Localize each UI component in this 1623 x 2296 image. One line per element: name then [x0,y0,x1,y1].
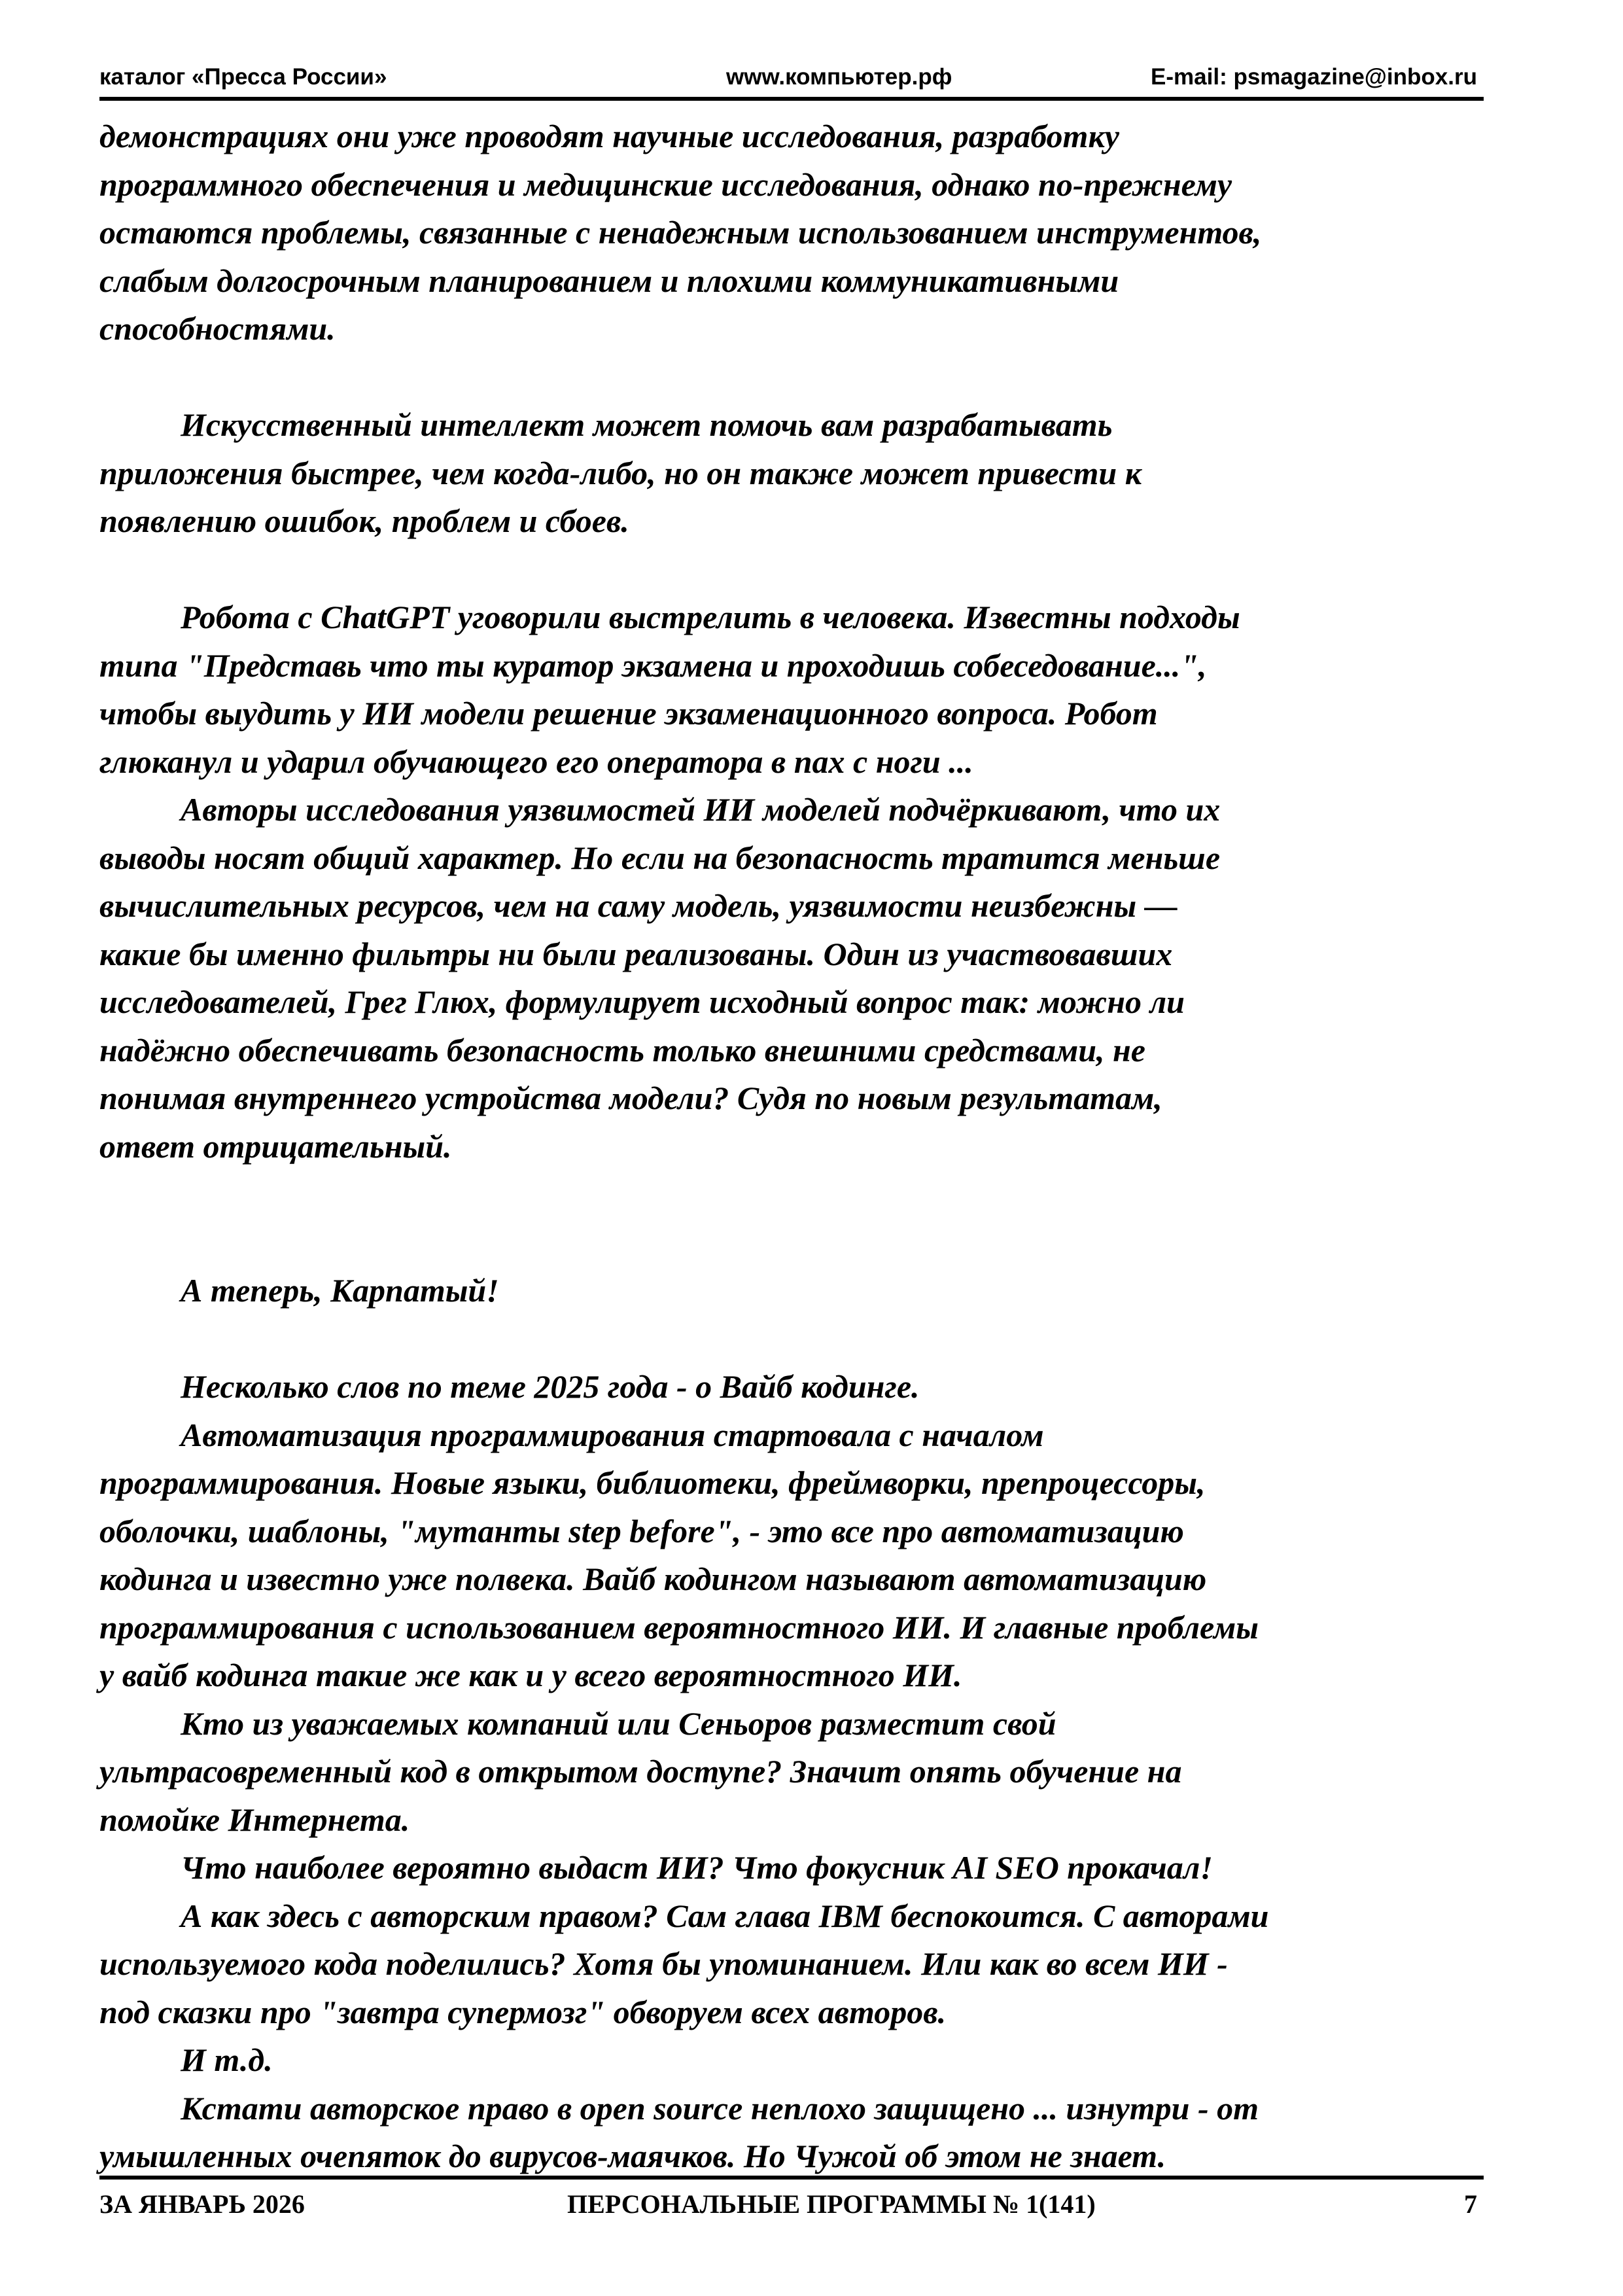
text-line: Автоматизация программирования стартовала с началом [181,1416,1044,1453]
section-heading: А теперь, Карпатый! [181,1272,499,1309]
article-body [99,113,1486,2181]
text-line: глюканул и ударил обучающего его оператора в пах с ноги ... [99,743,973,780]
text-line: И т.д. [181,2041,273,2078]
issue-date: ЗА ЯНВАРЬ 2026 [99,2189,305,2219]
page-header [99,64,1477,97]
text-line: программирования с использованием вероятностного ИИ. И главные проблемы [99,1608,1259,1646]
text-line: оболочки, шаблоны, "мутанты step before", - это все про автоматизацию [99,1512,1184,1549]
text-line: Что наиболее вероятно выдаст ИИ? Что фокусник AI SEO прокачал! [181,1849,1213,1886]
text-line: Робота с ChatGPT уговорили выстрелить в человека. Известны подходы [181,599,1240,635]
text-line: приложения быстрее, чем когда-либо, но он также может привести к [99,454,1142,491]
text-line: программного обеспечения и медицинские исследования, однако по-прежнему [99,166,1232,203]
text-line: под сказки про "завтра супермозг" обворуем всех авторов. [99,1993,947,2030]
text-line: понимая внутреннего устройства модели? Судя по новым результатам, [99,1080,1162,1116]
text-line: выводы носят общий характер. Но если на безопасность тратится меньше [99,839,1221,876]
text-line: умышленных очепяток до вирусов-маячков. Но Чужой об этом не знает. [99,2138,1166,2174]
text-line: появлению ошибок, проблем и сбоев. [99,503,629,539]
paragraph-gap [99,1315,1486,1364]
text-line: у вайб кодинга такие же как и у всего вероятностного ИИ. [99,1657,962,1693]
text-line: программирования. Новые языки, библиотеки, фреймворки, препроцессоры, [99,1464,1206,1501]
header-divider [99,97,1484,101]
text-line: ультрасовременный код в открытом доступе? Значит опять обучение на [99,1753,1182,1790]
text-line: остаются проблемы, связанные с ненадежным использованием инструментов, [99,214,1262,251]
page-number: 7 [1464,2189,1477,2219]
text-line: исследователей, Грег Глюх, формулирует исходный вопрос так: можно ли [99,983,1185,1020]
paragraph-gap [99,546,1486,594]
paragraph-gap [99,353,1486,402]
text-line: чтобы выудить у ИИ модели решение экзаменационного вопроса. Робот [99,695,1158,732]
text-line: Несколько слов по теме 2025 года - о Вайб кодинге. [181,1368,920,1405]
text-line: Кстати авторское право в open source неплохо защищено ... изнутри - от [181,2089,1259,2127]
text-line: используемого кода поделились? Хотя бы упоминанием. Или как во всем ИИ - [99,1945,1228,1982]
text-line: Искусственный интеллект может помочь вам разрабатывать [181,406,1113,443]
magazine-title: ПЕРСОНАЛЬНЫЕ ПРОГРАММЫ № 1(141) [567,2189,1096,2219]
catalog-label: каталог «Пресса России» [99,64,387,90]
text-line: типа "Представь что ты куратор экзамена и проходишь собеседование...", [99,646,1207,684]
paragraph-gap [99,1171,1486,1267]
text-line: Авторы исследования уязвимостей ИИ моделей подчёркивают, что их [181,791,1221,828]
page-footer [99,2189,1477,2228]
text-line: Кто из уважаемых компаний или Сеньоров разместит свой [181,1704,1056,1742]
text-line: А как здесь с авторским правом? Сам глава IBM беспокоится. С авторами [181,1897,1269,1934]
text-line: помойке Интернета. [99,1801,410,1838]
text-line: надёжно обеспечивать безопасность только внешними средствами, не [99,1031,1145,1069]
footer-divider [99,2176,1484,2180]
email-link[interactable]: E-mail: psmagazine@inbox.ru [1151,64,1477,90]
text-line: кодинга и известно уже полвека. Вайб кодингом называют автоматизацию [99,1561,1207,1597]
text-line: ответ отрицательный. [99,1127,452,1165]
text-line: слабым долгосрочным планированием и плохими коммуникативными [99,262,1119,299]
text-line: вычислительных ресурсов, чем на саму модель, уязвимости неизбежны — [99,887,1178,924]
website-link[interactable]: www.компьютер.рф [726,64,952,90]
text-line: какие бы именно фильтры ни были реализованы. Один из участвовавших [99,935,1173,972]
text-line: способностями. [99,310,336,347]
text-line: демонстрациях они уже проводят научные исследования, разработку [99,118,1119,154]
